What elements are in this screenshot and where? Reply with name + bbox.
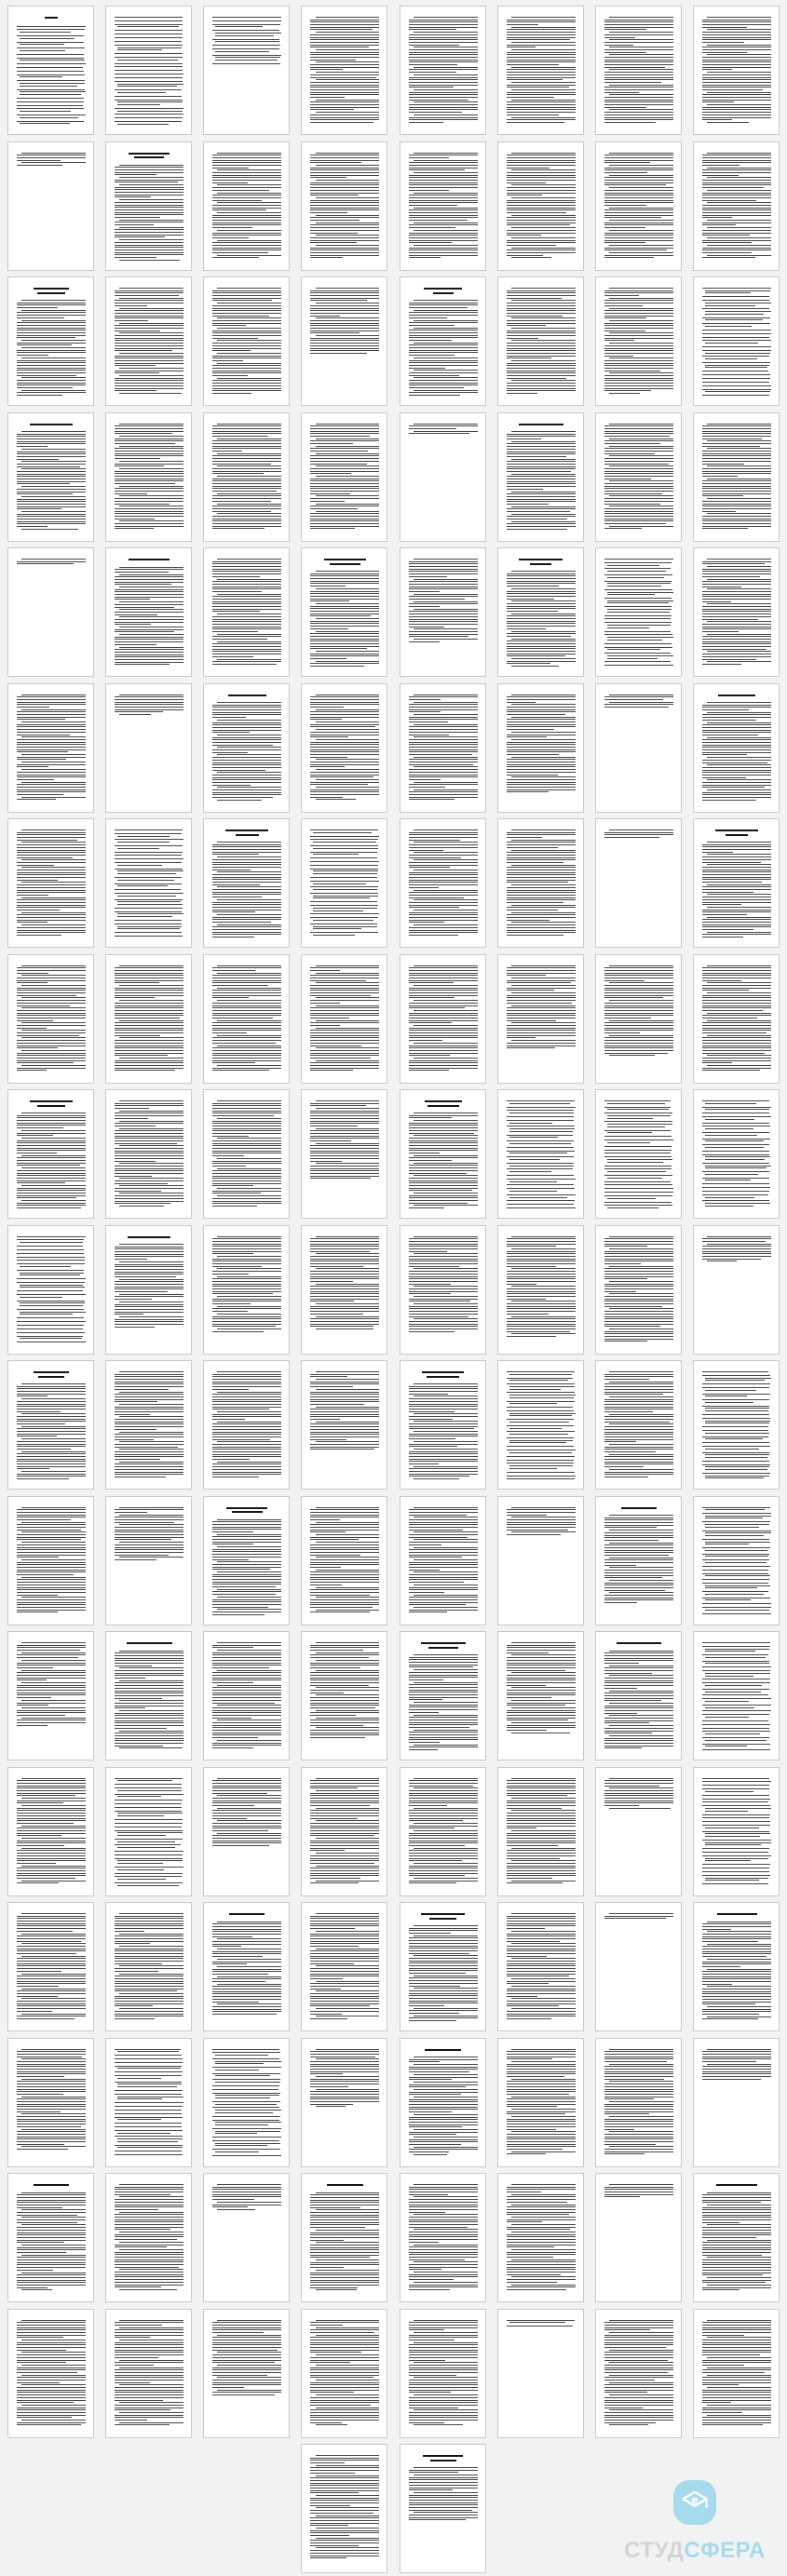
page-thumbnail[interactable]: [203, 276, 290, 406]
page-greeked-text: [409, 2320, 478, 2428]
page-greeked-text: [212, 829, 281, 937]
page-greeked-text: [702, 1913, 771, 2021]
page-greeked-text: [409, 1507, 478, 1615]
page-thumbnail[interactable]: [301, 1767, 387, 1896]
page-thumbnail[interactable]: [400, 1225, 486, 1355]
page-greeked-text: [604, 1371, 673, 1479]
page-thumbnail[interactable]: [105, 547, 192, 677]
page-thumbnail[interactable]: [105, 6, 192, 135]
page-greeked-text: [507, 1236, 576, 1344]
page-greeked-text: [604, 965, 673, 1073]
page-greeked-text: [604, 1642, 673, 1750]
page-thumbnail[interactable]: [400, 818, 486, 948]
page-greeked-text: [409, 1100, 478, 1208]
page-thumbnail[interactable]: [105, 1360, 192, 1490]
page-greeked-text: [115, 1913, 183, 2021]
page-thumbnail[interactable]: [693, 1089, 780, 1219]
page-greeked-text: [310, 1642, 379, 1750]
page-thumbnail[interactable]: [203, 142, 290, 271]
page-greeked-text: [212, 559, 281, 667]
page-greeked-text: [507, 424, 576, 532]
page-thumbnail[interactable]: [497, 1631, 584, 1760]
page-thumbnail[interactable]: [497, 6, 584, 135]
page-thumbnail[interactable]: [693, 276, 780, 406]
page-thumbnail[interactable]: [595, 6, 682, 135]
page-greeked-text: [115, 153, 183, 261]
page-greeked-text: [115, 1371, 183, 1479]
page-greeked-text: [212, 1236, 281, 1344]
page-greeked-text: [310, 153, 379, 261]
page-greeked-text: [409, 1236, 478, 1344]
page-thumbnail[interactable]: [203, 1631, 290, 1760]
page-greeked-text: [702, 153, 771, 261]
page-thumbnail[interactable]: [497, 412, 584, 542]
page-thumbnail[interactable]: [301, 1496, 387, 1625]
page-greeked-text: [310, 2320, 379, 2428]
page-thumbnail[interactable]: [203, 1902, 290, 2031]
page-greeked-text: [409, 1371, 478, 1479]
page-thumbnail[interactable]: [400, 142, 486, 271]
page-thumbnail[interactable]: [105, 1767, 192, 1896]
page-thumbnail[interactable]: [400, 1089, 486, 1219]
page-thumbnail[interactable]: [105, 1902, 192, 2031]
page-thumbnail[interactable]: [595, 276, 682, 406]
page-greeked-text: [409, 17, 478, 125]
page-thumbnail[interactable]: [497, 2309, 584, 2438]
page-greeked-text: [212, 1100, 281, 1208]
page-thumbnail[interactable]: [301, 1360, 387, 1490]
page-greeked-text: [507, 695, 576, 802]
page-greeked-text: [212, 695, 281, 802]
page-thumbnail[interactable]: [301, 954, 387, 1084]
page-thumbnail[interactable]: [105, 954, 192, 1084]
page-greeked-text: [507, 1100, 576, 1208]
page-thumbnail[interactable]: [693, 683, 780, 813]
page-thumbnail[interactable]: [203, 6, 290, 135]
page-greeked-text: [310, 424, 379, 532]
page-thumbnail[interactable]: [400, 1360, 486, 1490]
page-thumbnail[interactable]: [7, 2038, 94, 2167]
page-greeked-text: [115, 829, 183, 937]
page-greeked-text: [702, 1100, 771, 1208]
page-greeked-text: [17, 17, 86, 125]
page-greeked-text: [212, 288, 281, 396]
page-greeked-text: [17, 695, 86, 802]
page-greeked-text: [17, 1236, 86, 1344]
page-greeked-text: [604, 1778, 673, 1886]
page-greeked-text: [702, 17, 771, 125]
page-thumbnail[interactable]: [693, 2309, 780, 2438]
page-thumbnail[interactable]: [693, 954, 780, 1084]
page-thumbnail[interactable]: [203, 2309, 290, 2438]
page-greeked-text: [212, 1778, 281, 1886]
page-greeked-text: [212, 2049, 281, 2157]
page-thumbnail[interactable]: [595, 1767, 682, 1896]
page-thumbnail[interactable]: [693, 2038, 780, 2167]
page-thumbnail[interactable]: [203, 2038, 290, 2167]
studsfera-logo: [617, 2480, 773, 2562]
page-thumbnail[interactable]: [7, 276, 94, 406]
page-thumbnail[interactable]: [400, 1767, 486, 1896]
page-greeked-text: [604, 288, 673, 396]
page-greeked-text: [115, 695, 183, 802]
page-greeked-text: [409, 2049, 478, 2157]
page-greeked-text: [17, 1642, 86, 1750]
page-greeked-text: [507, 2049, 576, 2157]
page-thumbnail[interactable]: [203, 1767, 290, 1896]
page-thumbnail[interactable]: [203, 683, 290, 813]
page-thumbnail[interactable]: [693, 1496, 780, 1625]
page-thumbnail[interactable]: [105, 683, 192, 813]
page-greeked-text: [507, 559, 576, 667]
page-thumbnail[interactable]: [400, 1631, 486, 1760]
page-thumbnail[interactable]: [693, 1360, 780, 1490]
page-thumbnail[interactable]: [301, 2309, 387, 2438]
page-thumbnail[interactable]: [693, 1225, 780, 1355]
page-thumbnail[interactable]: [400, 2173, 486, 2302]
page-greeked-text: [212, 1642, 281, 1750]
page-greeked-text: [310, 17, 379, 125]
page-thumbnail[interactable]: [497, 1496, 584, 1625]
page-greeked-text: [604, 1507, 673, 1615]
page-greeked-text: [507, 1913, 576, 2021]
page-greeked-text: [702, 1236, 771, 1344]
page-greeked-text: [604, 695, 673, 802]
page-thumbnail[interactable]: [497, 1360, 584, 1490]
page-thumbnail[interactable]: [693, 142, 780, 271]
page-greeked-text: [17, 2184, 86, 2292]
page-greeked-text: [409, 559, 478, 667]
page-thumbnail[interactable]: [693, 818, 780, 948]
page-greeked-text: [702, 2049, 771, 2157]
page-thumbnail[interactable]: [203, 1225, 290, 1355]
page-greeked-text: [702, 2184, 771, 2292]
page-thumbnail[interactable]: [105, 1496, 192, 1625]
page-greeked-text: [115, 2049, 183, 2157]
page-greeked-text: [702, 1642, 771, 1750]
page-greeked-text: [310, 1236, 379, 1344]
page-greeked-text: [409, 2184, 478, 2292]
page-greeked-text: [115, 1507, 183, 1615]
page-thumbnail[interactable]: [497, 2173, 584, 2302]
page-thumbnail[interactable]: [301, 6, 387, 135]
page-greeked-text: [604, 17, 673, 125]
page-thumbnail[interactable]: [693, 1767, 780, 1896]
page-greeked-text: [604, 1100, 673, 1208]
page-greeked-text: [702, 1778, 771, 1886]
page-thumbnail[interactable]: [7, 2309, 94, 2438]
page-greeked-text: [310, 2184, 379, 2292]
page-greeked-text: [310, 1371, 379, 1479]
page-greeked-text: [702, 965, 771, 1073]
page-greeked-text: [409, 1778, 478, 1886]
page-thumbnail[interactable]: [7, 1360, 94, 1490]
page-greeked-text: [17, 424, 86, 532]
page-greeked-text: [507, 965, 576, 1073]
page-thumbnail[interactable]: [7, 818, 94, 948]
page-greeked-text: [409, 965, 478, 1073]
page-greeked-text: [604, 2320, 673, 2428]
page-greeked-text: [507, 153, 576, 261]
page-thumbnail[interactable]: [595, 2309, 682, 2438]
page-thumbnail[interactable]: [105, 412, 192, 542]
page-greeked-text: [17, 965, 86, 1073]
page-thumbnail[interactable]: [595, 683, 682, 813]
page-thumbnail[interactable]: [105, 1631, 192, 1760]
page-thumbnail[interactable]: [497, 954, 584, 1084]
page-thumbnail[interactable]: [7, 1496, 94, 1625]
page-greeked-text: [212, 965, 281, 1073]
page-thumbnail[interactable]: [400, 276, 486, 406]
page-greeked-text: [212, 2184, 281, 2292]
logo-text-sfera: СФЕРА: [684, 2538, 766, 2563]
page-greeked-text: [310, 2049, 379, 2157]
page-greeked-text: [115, 424, 183, 532]
page-thumbnail[interactable]: [105, 2309, 192, 2438]
page-thumbnail[interactable]: [497, 1767, 584, 1896]
page-thumbnail[interactable]: [400, 6, 486, 135]
page-greeked-text: [604, 153, 673, 261]
page-thumbnail[interactable]: [203, 954, 290, 1084]
page-thumbnail[interactable]: [301, 1902, 387, 2031]
page-thumbnail[interactable]: [595, 954, 682, 1084]
page-greeked-text: [310, 1913, 379, 2021]
page-greeked-text: [17, 288, 86, 396]
page-greeked-text: [409, 1913, 478, 2021]
page-greeked-text: [17, 1100, 86, 1208]
page-greeked-text: [507, 2184, 576, 2292]
page-thumbnail[interactable]: [203, 2173, 290, 2302]
page-thumbnail[interactable]: [497, 547, 584, 677]
page-greeked-text: [409, 288, 478, 396]
page-greeked-text: [604, 2049, 673, 2157]
page-thumbnail[interactable]: [595, 547, 682, 677]
page-thumbnail[interactable]: [497, 1089, 584, 1219]
page-greeked-text: [507, 2320, 576, 2428]
page-greeked-text: [115, 1236, 183, 1344]
page-thumbnail[interactable]: [301, 1225, 387, 1355]
page-thumbnail[interactable]: [400, 1902, 486, 2031]
page-thumbnail[interactable]: [693, 1902, 780, 2031]
page-greeked-text: [409, 424, 478, 532]
page-greeked-text: [115, 1778, 183, 1886]
page-greeked-text: [310, 288, 379, 396]
page-thumbnail[interactable]: [7, 547, 94, 677]
page-greeked-text: [212, 1913, 281, 2021]
page-thumbnail[interactable]: [7, 6, 94, 135]
page-thumbnail[interactable]: [105, 2173, 192, 2302]
page-thumbnail[interactable]: [595, 1631, 682, 1760]
page-greeked-text: [115, 965, 183, 1073]
page-greeked-text: [17, 1913, 86, 2021]
page-thumbnail[interactable]: [693, 547, 780, 677]
page-thumbnail[interactable]: [595, 142, 682, 271]
page-greeked-text: [17, 829, 86, 937]
page-thumbnail[interactable]: [301, 412, 387, 542]
page-thumbnail[interactable]: [7, 412, 94, 542]
page-thumbnail[interactable]: [301, 818, 387, 948]
page-thumbnail[interactable]: [7, 142, 94, 271]
page-thumbnail[interactable]: [497, 1225, 584, 1355]
page-thumbnail[interactable]: [7, 1089, 94, 1219]
page-thumbnail[interactable]: [301, 1089, 387, 1219]
page-greeked-text: [702, 424, 771, 532]
page-greeked-text: [507, 1778, 576, 1886]
page-thumbnail[interactable]: [203, 818, 290, 948]
page-greeked-text: [17, 1507, 86, 1615]
page-greeked-text: [212, 153, 281, 261]
page-greeked-text: [409, 153, 478, 261]
page-thumbnail[interactable]: [301, 547, 387, 677]
page-thumbnail[interactable]: [595, 2173, 682, 2302]
page-thumbnail[interactable]: [400, 954, 486, 1084]
page-greeked-text: [310, 559, 379, 667]
page-greeked-text: [702, 829, 771, 937]
page-greeked-text: [115, 559, 183, 667]
page-greeked-text: [310, 1507, 379, 1615]
page-thumbnail[interactable]: [301, 2444, 387, 2573]
page-greeked-text: [507, 17, 576, 125]
page-greeked-text: [115, 1100, 183, 1208]
page-greeked-text: [17, 153, 86, 261]
page-thumbnail[interactable]: [497, 2038, 584, 2167]
page-thumbnail[interactable]: [203, 1496, 290, 1625]
page-thumbnail[interactable]: [203, 412, 290, 542]
page-thumbnail[interactable]: [301, 683, 387, 813]
page-thumbnail[interactable]: [301, 142, 387, 271]
page-greeked-text: [17, 559, 86, 667]
graduation-cap-icon: [673, 2480, 716, 2525]
page-thumbnail[interactable]: [203, 1360, 290, 1490]
page-thumbnail[interactable]: [400, 683, 486, 813]
page-thumbnail[interactable]: [7, 1767, 94, 1896]
page-thumbnail[interactable]: [203, 547, 290, 677]
page-thumbnail[interactable]: [7, 954, 94, 1084]
page-greeked-text: [409, 1642, 478, 1750]
page-greeked-text: [17, 1371, 86, 1479]
page-thumbnail[interactable]: [105, 2038, 192, 2167]
page-thumbnail[interactable]: [400, 547, 486, 677]
page-thumbnail[interactable]: [105, 142, 192, 271]
page-greeked-text: [115, 2320, 183, 2428]
page-thumbnail[interactable]: [301, 2173, 387, 2302]
page-greeked-text: [702, 1507, 771, 1615]
page-greeked-text: [604, 1236, 673, 1344]
page-thumbnail[interactable]: [693, 6, 780, 135]
page-thumbnail[interactable]: [497, 142, 584, 271]
page-greeked-text: [507, 829, 576, 937]
page-thumbnail[interactable]: [301, 1631, 387, 1760]
page-greeked-text: [310, 1778, 379, 1886]
page-thumbnail[interactable]: [400, 2444, 486, 2573]
page-thumbnail[interactable]: [105, 276, 192, 406]
page-thumbnail[interactable]: [693, 412, 780, 542]
page-greeked-text: [409, 829, 478, 937]
page-thumbnail[interactable]: [7, 1902, 94, 2031]
page-greeked-text: [212, 2320, 281, 2428]
page-greeked-text: [310, 965, 379, 1073]
page-greeked-text: [507, 1507, 576, 1615]
page-thumbnail[interactable]: [595, 1496, 682, 1625]
page-greeked-text: [702, 2320, 771, 2428]
page-greeked-text: [507, 1371, 576, 1479]
page-thumbnail[interactable]: [497, 683, 584, 813]
page-thumbnail[interactable]: [400, 2038, 486, 2167]
page-thumbnail[interactable]: [301, 276, 387, 406]
page-greeked-text: [310, 829, 379, 937]
page-greeked-text: [310, 695, 379, 802]
page-greeked-text: [212, 17, 281, 125]
studsfera-logo-text: [624, 2540, 766, 2562]
page-greeked-text: [17, 2320, 86, 2428]
page-greeked-text: [310, 2455, 379, 2563]
page-thumbnail[interactable]: [400, 412, 486, 542]
page-greeked-text: [507, 288, 576, 396]
page-greeked-text: [604, 2184, 673, 2292]
page-thumbnail[interactable]: [595, 818, 682, 948]
page-greeked-text: [507, 1642, 576, 1750]
page-greeked-text: [212, 424, 281, 532]
page-thumbnail[interactable]: [497, 818, 584, 948]
page-greeked-text: [702, 288, 771, 396]
page-greeked-text: [604, 1913, 673, 2021]
page-greeked-text: [115, 1642, 183, 1750]
page-greeked-text: [409, 2455, 478, 2563]
page-thumbnail[interactable]: [400, 1496, 486, 1625]
svg-text:e: e: [691, 2494, 699, 2507]
page-thumbnail[interactable]: [400, 2309, 486, 2438]
page-thumbnail[interactable]: [693, 2173, 780, 2302]
page-thumbnail[interactable]: [595, 1902, 682, 2031]
page-thumbnail[interactable]: [7, 1225, 94, 1355]
page-thumbnail[interactable]: [595, 2038, 682, 2167]
page-thumbnail[interactable]: [595, 1360, 682, 1490]
page-thumbnail[interactable]: [497, 1902, 584, 2031]
page-greeked-text: [702, 559, 771, 667]
page-greeked-text: [115, 2184, 183, 2292]
page-thumbnail[interactable]: [301, 2038, 387, 2167]
page-thumbnail[interactable]: [105, 818, 192, 948]
page-greeked-text: [115, 288, 183, 396]
page-thumbnail[interactable]: [693, 1631, 780, 1760]
page-greeked-text: [310, 1100, 379, 1208]
page-thumbnail[interactable]: [595, 1089, 682, 1219]
page-greeked-text: [17, 2049, 86, 2157]
page-greeked-text: [604, 559, 673, 667]
page-greeked-text: [115, 17, 183, 125]
page-thumbnail[interactable]: [7, 1631, 94, 1760]
page-thumbnail[interactable]: [7, 683, 94, 813]
page-greeked-text: [604, 829, 673, 937]
page-greeked-text: [702, 1371, 771, 1479]
page-thumbnail[interactable]: [7, 2173, 94, 2302]
logo-text-stud: СТУД: [624, 2538, 685, 2563]
page-thumbnail[interactable]: [105, 1089, 192, 1219]
page-thumbnail[interactable]: [595, 1225, 682, 1355]
page-greeked-text: [702, 695, 771, 802]
page-thumbnail[interactable]: [105, 1225, 192, 1355]
page-greeked-text: [17, 1778, 86, 1886]
page-greeked-text: [212, 1507, 281, 1615]
page-greeked-text: [604, 424, 673, 532]
page-greeked-text: [409, 695, 478, 802]
page-thumbnail[interactable]: [595, 412, 682, 542]
page-greeked-text: [212, 1371, 281, 1479]
page-thumbnail[interactable]: [203, 1089, 290, 1219]
page-thumbnail[interactable]: [497, 276, 584, 406]
